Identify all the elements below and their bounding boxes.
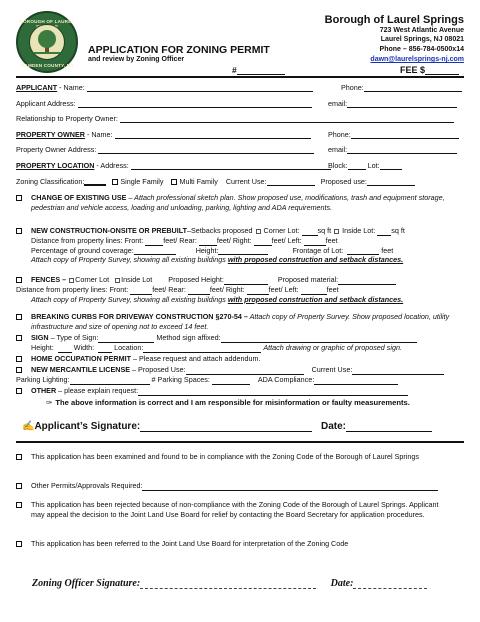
review-referred-checkbox[interactable]	[16, 541, 22, 547]
applicant-phone-label: Phone:	[341, 83, 364, 92]
fence-survey-note-emphasis: with proposed construction and setback distances.	[227, 294, 404, 304]
owner-phone-label: Phone:	[328, 130, 351, 139]
applicant-signature-input[interactable]	[140, 422, 312, 432]
officer-signature-label: Zoning Officer Signature:	[32, 578, 141, 589]
current-use-input[interactable]	[267, 178, 315, 186]
seal-emblem	[29, 24, 65, 60]
height-input[interactable]	[218, 247, 268, 255]
front-feet-unit: feet	[163, 235, 176, 245]
applicant-name-suffix: - Name:	[57, 83, 85, 92]
left-feet-unit: feet	[325, 235, 338, 245]
mercantile-current-input[interactable]	[352, 367, 444, 375]
seal-bottom-text: CAMDEN COUNTY, NJ	[20, 63, 74, 68]
officer-signature-row	[32, 578, 427, 589]
owner-address-input[interactable]	[98, 146, 314, 154]
other-input[interactable]	[138, 388, 408, 396]
officer-date-label: Date:	[330, 578, 354, 589]
applicant-signature-label: Applicant’s Signature:	[34, 421, 141, 432]
corner-lot-checkbox[interactable]	[256, 229, 261, 234]
mercantile-title: NEW MERCANTILE LICENSE	[31, 365, 131, 374]
fence-corner-lot-checkbox[interactable]	[69, 278, 74, 283]
applicant-email-row	[328, 99, 457, 108]
owner-email-row	[328, 145, 457, 154]
owner-address-row	[16, 145, 314, 154]
applicant-phone-input[interactable]	[364, 84, 462, 92]
new-construction-item: NEW CONSTRUCTION-ONSITE OR PREBUILT–Setbacks proposed Corner Lot: sq ft Inside Lot: sq ft Distance from property lines: Front: feet/ Rear: feet/ Right: feet/ Left: feet Percentage of ground coverage: Height: Frontage of Lot: feet Attach copy of Property Survey, showing all existing buildings with proposed construction and setback distances.	[16, 226, 468, 274]
sign-method-input[interactable]	[221, 335, 417, 343]
fence-left-input[interactable]	[301, 287, 327, 295]
lot-label: Lot:	[367, 161, 380, 170]
sqft-label-2: sq ft	[391, 226, 405, 235]
lot-input[interactable]	[380, 162, 402, 170]
review-permits-input[interactable]	[142, 483, 438, 491]
sign-location-label: Location:	[114, 342, 144, 352]
review-compliance-checkbox[interactable]	[16, 454, 22, 460]
mercantile-proposed-label: – Proposed Use:	[130, 365, 186, 374]
change-use-checkbox[interactable]	[16, 195, 22, 201]
survey-note-emphasis: with proposed construction and setback distances.	[227, 255, 404, 265]
owner-name-row	[16, 130, 311, 139]
left-label: Left:	[287, 235, 302, 245]
fence-rear-input[interactable]	[188, 287, 210, 295]
sign-type-input[interactable]	[98, 335, 154, 343]
applicant-address-input[interactable]	[78, 100, 312, 108]
rear-label: Rear:	[179, 235, 197, 245]
certification-statement	[46, 398, 410, 407]
fences-item: FENCES – Corner Lot Inside Lot Proposed Height: Proposed material: Distance from property lines: Front: feet/ Rear: feet/ Right: feet/ Left: feet Attach copy of Property Survey, showing all existing buildings with proposed construction and setback distances.	[16, 275, 404, 304]
survey-note: Attach copy of Property Survey, showing all existing buildings	[31, 255, 228, 265]
fence-rear-label: Rear:	[168, 284, 186, 294]
seal-tree-icon	[30, 25, 64, 59]
ada-label: ADA Compliance:	[257, 374, 315, 384]
email-link-text[interactable]: dawn@laurelsprings-nj.com	[370, 56, 464, 63]
applicant-date-label: Date:	[321, 421, 347, 432]
ada-input[interactable]	[314, 377, 398, 385]
sign-item	[16, 333, 468, 353]
rear-feet-input[interactable]	[199, 238, 217, 246]
inside-lot-label: Inside Lot:	[342, 226, 376, 235]
parking-lighting-label: Parking Lighting:	[16, 374, 70, 384]
coverage-input[interactable]	[134, 247, 176, 255]
curbs-title: BREAKING CURBS FOR DRIVEWAY CONSTRUCTION §270-54 –	[31, 312, 248, 321]
review-divider	[16, 441, 464, 443]
fence-material-label: Proposed material:	[277, 275, 339, 284]
applicant-phone-row	[341, 83, 462, 92]
home-occupation-title: HOME OCCUPATION PERMIT	[31, 354, 131, 363]
curbs-text: Attach copy of Property Survey. Show proposed location, utility infrastructure and size of opening not to exceed 14 feet.	[31, 312, 450, 331]
sign-width-input[interactable]	[98, 345, 112, 353]
block-lot-row	[328, 161, 402, 170]
review-rejected-checkbox[interactable]	[16, 502, 22, 508]
corner-lot-sqft-input[interactable]	[302, 228, 318, 236]
frontage-label: Frontage of Lot:	[292, 245, 344, 255]
other-item	[16, 386, 468, 396]
sign-type-label: – Type of Sign:	[48, 333, 99, 342]
zoning-row	[16, 177, 415, 186]
review-referred-item	[16, 539, 468, 549]
review-permits-item	[16, 481, 468, 491]
seal-top-text: BOROUGH OF LAUREL	[19, 19, 75, 24]
setbacks-label: –Setbacks proposed	[187, 226, 255, 235]
owner-phone-input[interactable]	[351, 131, 459, 139]
fence-right-input[interactable]	[247, 287, 269, 295]
applicant-email-label: email:	[328, 99, 348, 108]
fences-checkbox[interactable]	[16, 277, 22, 283]
org-email-link[interactable]	[370, 56, 464, 63]
org-address-2: Laurel Springs, NJ 08021	[380, 36, 464, 43]
change-use-text: – Attach professional sketch plan. Show proposed use, modifications, trash and equipment storage, pedestrian and vehicle access, loading and unloading, parking, lighting and ADA requirements.	[31, 193, 445, 212]
sign-attach-note: Attach drawing or graphic of proposed sign.	[263, 342, 402, 352]
review-compliance-text: This application has been examined and found to be in compliance with the Zoning Code of the Borough of Laurel Springs	[31, 452, 419, 461]
change-use-title: CHANGE OF EXISTING USE	[31, 193, 127, 202]
owner-label: PROPERTY OWNER	[16, 130, 85, 139]
rear-feet-unit: feet	[216, 235, 229, 245]
fence-inside-lot-checkbox[interactable]	[115, 278, 120, 283]
home-occupation-item	[16, 354, 468, 364]
fence-front-unit: feet	[152, 284, 165, 294]
zoning-label: Zoning Classification:	[16, 177, 85, 186]
location-label: PROPERTY LOCATION	[16, 161, 95, 170]
block-input[interactable]	[348, 162, 366, 170]
new-construction-checkbox[interactable]	[16, 228, 22, 234]
zoning-input[interactable]	[84, 178, 106, 186]
applicant-name-row	[16, 83, 313, 92]
parking-spaces-label: # Parking Spaces:	[151, 374, 210, 384]
officer-signature-input[interactable]	[140, 579, 316, 589]
applicant-date-input[interactable]	[346, 422, 432, 432]
sign-height-label: Height:	[31, 342, 54, 352]
distance-label: Distance from property lines: Front:	[31, 235, 144, 245]
sign-title: SIGN	[31, 333, 49, 342]
coverage-label: Percentage of ground coverage:	[31, 245, 134, 255]
applicant-address-label: Applicant Address:	[16, 99, 76, 108]
owner-address-label: Property Owner Address:	[16, 145, 97, 154]
relationship-input[interactable]	[120, 115, 454, 123]
frontage-input[interactable]	[347, 247, 379, 255]
owner-email-input[interactable]	[347, 146, 457, 154]
front-feet-input[interactable]	[145, 238, 163, 246]
owner-email-label: email:	[328, 145, 348, 154]
parking-lighting-input[interactable]	[70, 377, 150, 385]
fence-distance-label: Distance from property lines: Front:	[16, 284, 129, 294]
left-feet-input[interactable]	[304, 238, 326, 246]
fence-rear-unit: feet	[209, 284, 222, 294]
change-use-item	[16, 193, 468, 223]
home-occupation-checkbox[interactable]	[16, 356, 22, 362]
fence-height-input[interactable]	[224, 277, 268, 285]
sign-location-input[interactable]	[143, 345, 261, 353]
form-subtitle: and review by Zoning Officer	[88, 56, 185, 63]
location-address-input[interactable]	[131, 162, 331, 170]
org-name: Borough of Laurel Springs	[324, 14, 464, 26]
other-text: – please explain request:	[56, 386, 139, 395]
review-permits-checkbox[interactable]	[16, 483, 22, 489]
multi-family-label: Multi Family	[179, 177, 218, 186]
location-row	[16, 161, 331, 170]
fee-field[interactable]	[400, 65, 459, 75]
permit-number-label: #	[232, 65, 237, 75]
fence-material-input[interactable]	[338, 277, 396, 285]
applicant-signature-row	[22, 421, 432, 432]
signature-pen-icon: ✍	[22, 421, 35, 432]
review-compliance-item	[16, 452, 468, 474]
fence-inside-lot-label: Inside Lot	[121, 275, 153, 284]
curbs-checkbox[interactable]	[16, 314, 22, 320]
org-address-1: 723 West Atlantic Avenue	[379, 27, 464, 34]
mercantile-current-label: Current Use:	[311, 365, 353, 374]
owner-phone-row	[328, 130, 459, 139]
fence-height-label: Proposed Height:	[168, 275, 224, 284]
right-feet-unit: feet	[271, 235, 284, 245]
certification-text: The above information is correct and I am responsible for misinformation or faulty measurements.	[55, 398, 410, 407]
relationship-label: Relationship to Property Owner:	[16, 114, 118, 123]
header-divider	[16, 76, 464, 78]
other-title: OTHER	[31, 386, 57, 395]
block-label: Block:	[328, 161, 348, 170]
single-family-checkbox[interactable]	[112, 179, 118, 185]
review-referred-text: This application has been referred to the Joint Land Use Board for interpretation of the Zoning Code	[31, 539, 349, 548]
multi-family-checkbox[interactable]	[171, 179, 177, 185]
inside-lot-sqft-input[interactable]	[377, 228, 391, 236]
org-phone: Phone – 856-784-0500x14	[379, 46, 464, 53]
single-family-label: Single Family	[120, 177, 164, 186]
owner-name-suffix: - Name:	[84, 130, 113, 139]
other-checkbox[interactable]	[16, 388, 22, 394]
inside-lot-checkbox[interactable]	[334, 229, 339, 234]
applicant-email-input[interactable]	[347, 100, 457, 108]
fences-title: FENCES –	[31, 275, 67, 284]
fence-front-input[interactable]	[130, 287, 152, 295]
sign-width-label: Width:	[73, 342, 95, 352]
sign-method-label: Method sign affixed:	[156, 333, 221, 342]
permit-number-field[interactable]	[232, 65, 285, 75]
applicant-address-row	[16, 99, 312, 108]
fence-right-unit: feet	[268, 284, 281, 294]
curbs-item	[16, 312, 468, 332]
fence-right-label: Right:	[225, 284, 245, 294]
sign-height-input[interactable]	[58, 345, 72, 353]
height-label: Height:	[195, 245, 219, 255]
relationship-row	[16, 114, 454, 123]
proposed-use-label: Proposed use:	[320, 177, 367, 186]
sign-checkbox[interactable]	[16, 335, 22, 341]
owner-name-input[interactable]	[115, 131, 311, 139]
new-construction-title: NEW CONSTRUCTION-ONSITE OR PREBUILT	[31, 226, 187, 235]
fence-survey-note: Attach copy of Property Survey, showing all existing buildings	[31, 294, 228, 304]
current-use-label: Current Use:	[225, 177, 267, 186]
corner-lot-label: Corner Lot:	[263, 226, 300, 235]
applicant-label: APPLICANT	[16, 83, 58, 92]
mercantile-item	[16, 365, 468, 385]
review-rejected-text: This application has been rejected because of non-compliance with the Zoning Code of the Borough of Laurel Springs. Applicant may appeal the decision to the Joint Land Use Board for relief by contacting the Board Secretary for application procedures.	[31, 500, 439, 519]
review-permits-label: Other Permits/Approvals Required:	[31, 481, 143, 490]
review-rejected-item	[16, 500, 468, 532]
mercantile-proposed-input[interactable]	[186, 367, 304, 375]
parking-spaces-input[interactable]	[212, 377, 250, 385]
proposed-use-input[interactable]	[367, 178, 415, 186]
form-title: APPLICATION FOR ZONING PERMIT	[88, 44, 270, 56]
sqft-label-1: sq ft	[317, 226, 334, 235]
applicant-name-input[interactable]	[87, 84, 313, 92]
fence-left-label: Left:	[284, 284, 299, 294]
home-occupation-text: – Please request and attach addendum.	[130, 354, 261, 363]
right-feet-input[interactable]	[254, 238, 272, 246]
location-suffix: - Address:	[94, 161, 129, 170]
right-label: Right:	[232, 235, 252, 245]
frontage-feet-unit: feet	[381, 245, 394, 255]
pen-nib-icon: ✑	[46, 398, 53, 407]
mercantile-checkbox[interactable]	[16, 367, 22, 373]
borough-seal-logo	[16, 11, 78, 73]
fence-left-unit: feet	[326, 284, 339, 294]
officer-date-input[interactable]	[353, 579, 427, 589]
fence-corner-lot-label: Corner Lot	[75, 275, 110, 284]
fee-label: FEE $	[400, 65, 426, 75]
